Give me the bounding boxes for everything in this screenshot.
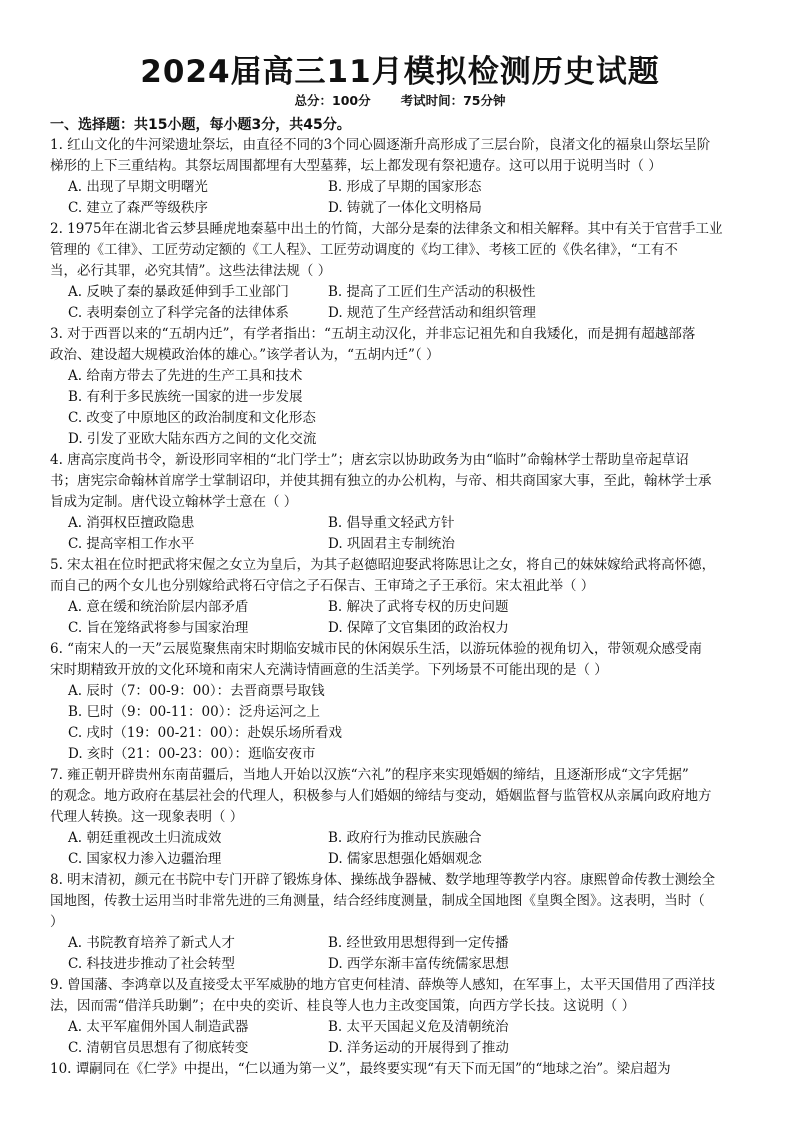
question-9-text-line-2: 法，因而需“借洋兵助剿”；在中央的奕䜣、桂良等人也力主改变国策，向西方学长技。这说明（ ） xyxy=(50,998,636,1014)
question-8-option-a: A. 书院教育培养了新式人才 xyxy=(68,935,235,951)
question-3-option-c: C. 改变了中原地区的政治制度和文化形态 xyxy=(68,410,316,426)
question-5-option-b: B. 解决了武将专权的历史问题 xyxy=(328,599,509,615)
question-4-option-d: D. 巩固君主专制统治 xyxy=(328,536,455,552)
question-3-option-a: A. 给南方带去了先进的生产工具和技术 xyxy=(68,368,303,384)
question-8-option-b: B. 经世致用思想得到一定传播 xyxy=(328,935,509,951)
question-5-text-line-2: 而自己的两个女儿也分别嫁给武将石守信之子石保吉、王审琦之子王承衍。宋太祖此举（ ） xyxy=(50,578,595,594)
question-9-option-b: B. 太平天国起义危及清朝统治 xyxy=(328,1019,509,1035)
question-5-option-d: D. 保障了文官集团的政治权力 xyxy=(328,620,509,636)
question-6-option-a: A. 辰时（7：00-9：00）：去晋商票号取钱 xyxy=(68,683,325,699)
question-3-text-line-2: 政治、建设超大规模政治体的雄心。”该学者认为，“五胡内迁”（ ） xyxy=(50,347,440,363)
question-6-text-line-1: 6. “南宋人的一天”云展览聚焦南宋时期临安城市民的休闲娱乐生活，以游玩体验的视角切入，带领观众感受南 xyxy=(50,641,702,657)
question-6-option-b: B. 巳时（9：00-11：00）：泛舟运河之上 xyxy=(68,704,320,720)
question-1-option-c: C. 建立了森严等级秩序 xyxy=(68,200,208,216)
question-7-option-c: C. 国家权力渗入边疆治理 xyxy=(68,851,222,867)
question-3-text-line-1: 3. 对于西晋以来的“五胡内迁”，有学者指出：“五胡主动汉化，并非忘记祖先和自我矮化，而是拥有超越部落 xyxy=(50,326,696,342)
exam-time: 考试时间：75分钟 xyxy=(400,93,506,108)
question-4-option-a: A. 消弭权臣擅政隐患 xyxy=(68,515,195,531)
question-3-option-b: B. 有利于多民族统一国家的进一步发展 xyxy=(68,389,303,405)
question-1-option-d: D. 铸就了一体化文明格局 xyxy=(328,200,482,216)
question-2-option-c: C. 表明秦创立了科学完备的法律体系 xyxy=(68,305,289,321)
question-2-text-line-1: 2. 1975年在湖北省云梦县睡虎地秦墓中出土的竹简，大部分是秦的法律条文和相关解释。其中有关于官营手工业 xyxy=(50,221,723,237)
question-8-option-d: D. 西学东渐丰富传统儒家思想 xyxy=(328,956,509,972)
question-7-option-b: B. 政府行为推动民族融合 xyxy=(328,830,482,846)
question-8-text-line-1: 8. 明末清初，颜元在书院中专门开辟了锻炼身体、操练战争器械、数学地理等教学内容。康熙曾命传教士测绘全 xyxy=(50,872,716,888)
question-5-option-c: C. 旨在笼络武将参与国家治理 xyxy=(68,620,249,636)
question-6-text-line-2: 宋时期精致开放的文化环境和南宋人充满诗情画意的生活美学。下列场景不可能出现的是（ ） xyxy=(50,662,608,678)
question-4-option-c: C. 提高宰相工作水平 xyxy=(68,536,195,552)
question-2-option-d: D. 规范了生产经营活动和组织管理 xyxy=(328,305,536,321)
question-6-option-c: C. 戌时（19：00-21：00）：赴娱乐场所看戏 xyxy=(68,725,342,741)
question-7-text-line-1: 7. 雍正朝开辟贵州东南苗疆后，当地人开始以汉族“六礼”的程序来实现婚姻的缔结，且逐渐形成“文字凭据” xyxy=(50,767,689,783)
question-9-option-c: C. 清朝官员思想有了彻底转变 xyxy=(68,1040,249,1056)
question-9-option-a: A. 太平军雇佣外国人制造武器 xyxy=(68,1019,249,1035)
question-7-text-line-2: 的观念。地方政府在基层社会的代理人，积极参与人们婚姻的缔结与变动，婚姻监督与监管权从亲属向政府地方 xyxy=(50,788,712,804)
question-8-option-c: C. 科技进步推动了社会转型 xyxy=(68,956,235,972)
question-7-option-d: D. 儒家思想强化婚姻观念 xyxy=(328,851,482,867)
question-5-text-line-1: 5. 宋太祖在位时把武将宋偓之女立为皇后，为其子赵德昭迎娶武将陈思让之女，将自己的妹妹嫁给武将高怀德， xyxy=(50,557,716,573)
question-9-option-d: D. 洋务运动的开展得到了推动 xyxy=(328,1040,509,1056)
page-title: 2024届高三11月模拟检测历史试题 xyxy=(140,54,660,90)
question-8-text-line-2: 国地图，传教士运用当时非常先进的三角测量，结合经纬度测量，制成全国地图《皇舆全图》。这表明，当时（ xyxy=(50,893,705,909)
question-2-option-b: B. 提高了工匠们生产活动的积极性 xyxy=(328,284,536,300)
question-9-text-line-1: 9. 曾国藩、李鸿章以及直接受太平军威胁的地方官吏何桂清、薛焕等人感知，在军事上，太平天国借用了西洋技 xyxy=(50,977,716,993)
question-2-text-line-2: 管理的《工律》、工匠劳动定额的《工人程》、工匠劳动调度的《均工律》、考核工匠的《佚名律》，“工有不 xyxy=(50,242,678,258)
question-1-text-line-1: 1. 红山文化的牛河梁遗址祭坛，由直径不同的3个同心圆逐渐升高形成了三层台阶，良渚文化的福泉山祭坛呈阶 xyxy=(50,137,711,153)
exam-meta xyxy=(0,92,800,110)
question-1-option-b: B. 形成了早期的国家形态 xyxy=(328,179,482,195)
question-8-text-line-3: ） xyxy=(50,914,64,930)
question-1-option-a: A. 出现了早期文明曙光 xyxy=(68,179,208,195)
question-3-option-d: D. 引发了亚欧大陆东西方之间的文化交流 xyxy=(68,431,317,447)
question-1-text-line-2: 梯形的上下三重结构。其祭坛周围都埋有大型墓葬，坛上都发现有祭祀遗存。这可以用于说明当时（ ） xyxy=(50,158,662,174)
question-4-option-b: B. 倡导重文轻武方针 xyxy=(328,515,455,531)
question-7-option-a: A. 朝廷重视改土归流成效 xyxy=(68,830,222,846)
question-7-text-line-3: 代理人转换。这一现象表明（ ） xyxy=(50,809,244,825)
section-heading: 一、选择题：共15小题，每小题3分，共45分。 xyxy=(50,117,351,133)
question-2-text-line-3: 当，必行其罪，必究其情”。这些法律法规（ ） xyxy=(50,263,332,279)
question-4-text-line-2: 书；唐宪宗命翰林首席学士掌制诏印，并使其拥有独立的办公机构，与帝、相共商国家大事，至此，翰林学士承 xyxy=(50,473,712,489)
question-10-text-line-1: 10. 谭嗣同在《仁学》中提出，“仁以通为第一义”，最终要实现“有天下而无国”的“地球之治”。梁启超为 xyxy=(50,1061,671,1077)
question-6-option-d: D. 亥时（21：00-23：00）：逛临安夜市 xyxy=(68,746,316,762)
question-5-option-a: A. 意在缓和统治阶层内部矛盾 xyxy=(68,599,249,615)
total-score: 总分：100分 xyxy=(294,93,371,108)
question-4-text-line-1: 4. 唐高宗度尚书令，新设形同宰相的“北门学士”；唐玄宗以协助政务为由“临时”命翰林学士帮助皇帝起草诏 xyxy=(50,452,689,468)
question-2-option-a: A. 反映了秦的暴政延伸到手工业部门 xyxy=(68,284,289,300)
question-4-text-line-3: 旨成为定制。唐代设立翰林学士意在（ ） xyxy=(50,494,298,510)
